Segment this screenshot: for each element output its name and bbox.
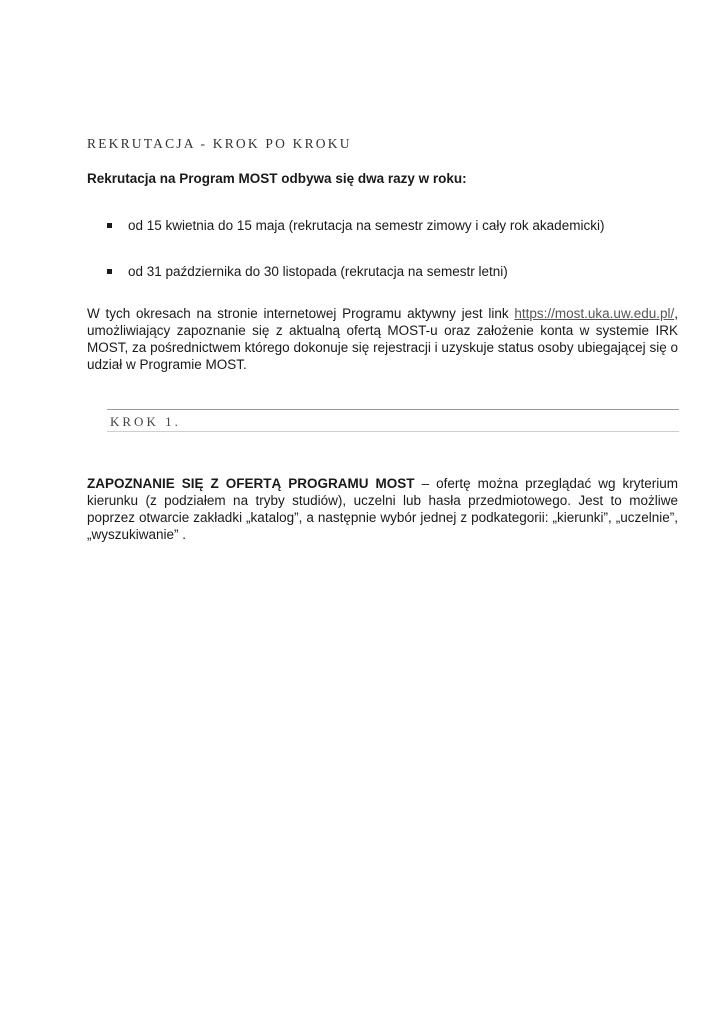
list-item [107, 264, 508, 279]
list-item [107, 218, 604, 233]
bullet-icon [107, 223, 112, 228]
most-website-link[interactable]: https://most.uka.uw.edu.pl/ [514, 306, 675, 321]
step-label: KROK 1. [110, 414, 181, 429]
step-paragraph [87, 475, 678, 543]
recruitment-lead: Rekrutacja na Program MOST odbywa się dwa razy w roku: [87, 171, 467, 186]
intro-paragraph [87, 305, 678, 373]
step-text: – ofertę można przeglądać wg kryterium kierunku (z podziałem na tryby studiów), uczelni lub hasła przedmiotowego. Jest to możliwe poprzez otwarcie zakładki „katalog”, a następnie wybór jednej z podkategorii: „kierunki”, „uczelnie”, „wyszukiwanie” . [87, 476, 678, 542]
intro-text-after-link: , umożliwiający zapoznanie się z aktualną ofertą MOST-u oraz założenie konta w systemie IRK MOST, za pośrednictwem którego dokonuje się rejestracji i uzyskuje status osoby ubiegającej się o udział w Programie MOST. [87, 306, 678, 372]
step-header [107, 409, 679, 432]
intro-text-before-link: W tych okresach na stronie internetowej Programu aktywny jest link [87, 306, 515, 321]
step-heading: ZAPOZNANIE SIĘ Z OFERTĄ PROGRAMU MOST [87, 476, 415, 491]
list-item-text: od 15 kwietnia do 15 maja (rekrutacja na semestr zimowy i cały rok akademicki) [128, 218, 605, 233]
bullet-icon [107, 269, 112, 274]
section-title: REKRUTACJA - KROK PO KROKU [87, 136, 352, 151]
list-item-text: od 31 października do 30 listopada (rekrutacja na semestr letni) [128, 264, 508, 279]
